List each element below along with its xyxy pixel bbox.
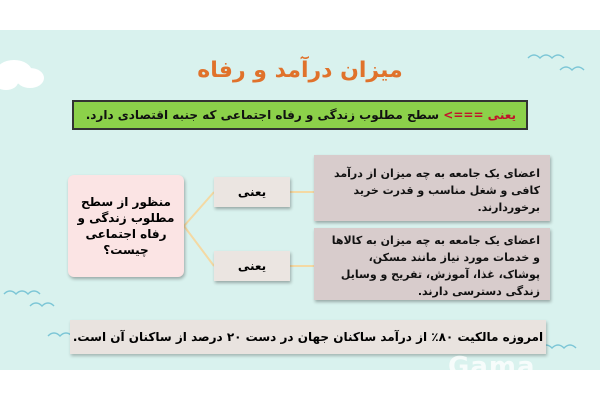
slide xyxy=(0,30,600,370)
watermark-logo: Gama xyxy=(448,352,536,382)
footer-statement: امروزه مالکیت ۸۰٪ از درآمد ساکنان جهان در دست ۲۰ درصد از ساکنان آن است. xyxy=(70,320,546,354)
banner-text: سطح مطلوب زندگی و رفاه اجتماعی که جنبه اقتصادی دارد. xyxy=(85,108,444,122)
waves-left-icon xyxy=(4,291,72,336)
label-meaning-1: یعنی xyxy=(214,177,290,207)
answer-box-2: اعضای یک جامعه به چه میزان به کالاها و خدمات مورد نیاز مانند مسکن، پوشاک، غذا، آموزش، تفریح و وسایل زندگی دسترسی دارند. xyxy=(314,228,550,300)
answer-box-1: اعضای یک جامعه به چه میزان از درآمد کافی و شغل مناسب و قدرت خرید برخوردارند. xyxy=(314,155,550,221)
label-meaning-2: یعنی xyxy=(214,251,290,281)
banner-accent: یعنی ===> xyxy=(443,108,516,122)
question-box: منظور از سطح مطلوب زندگی و رفاه اجتماعی چیست؟ xyxy=(68,175,184,277)
page-title: میزان درآمد و رفاه xyxy=(197,58,403,83)
definition-banner xyxy=(72,100,528,130)
